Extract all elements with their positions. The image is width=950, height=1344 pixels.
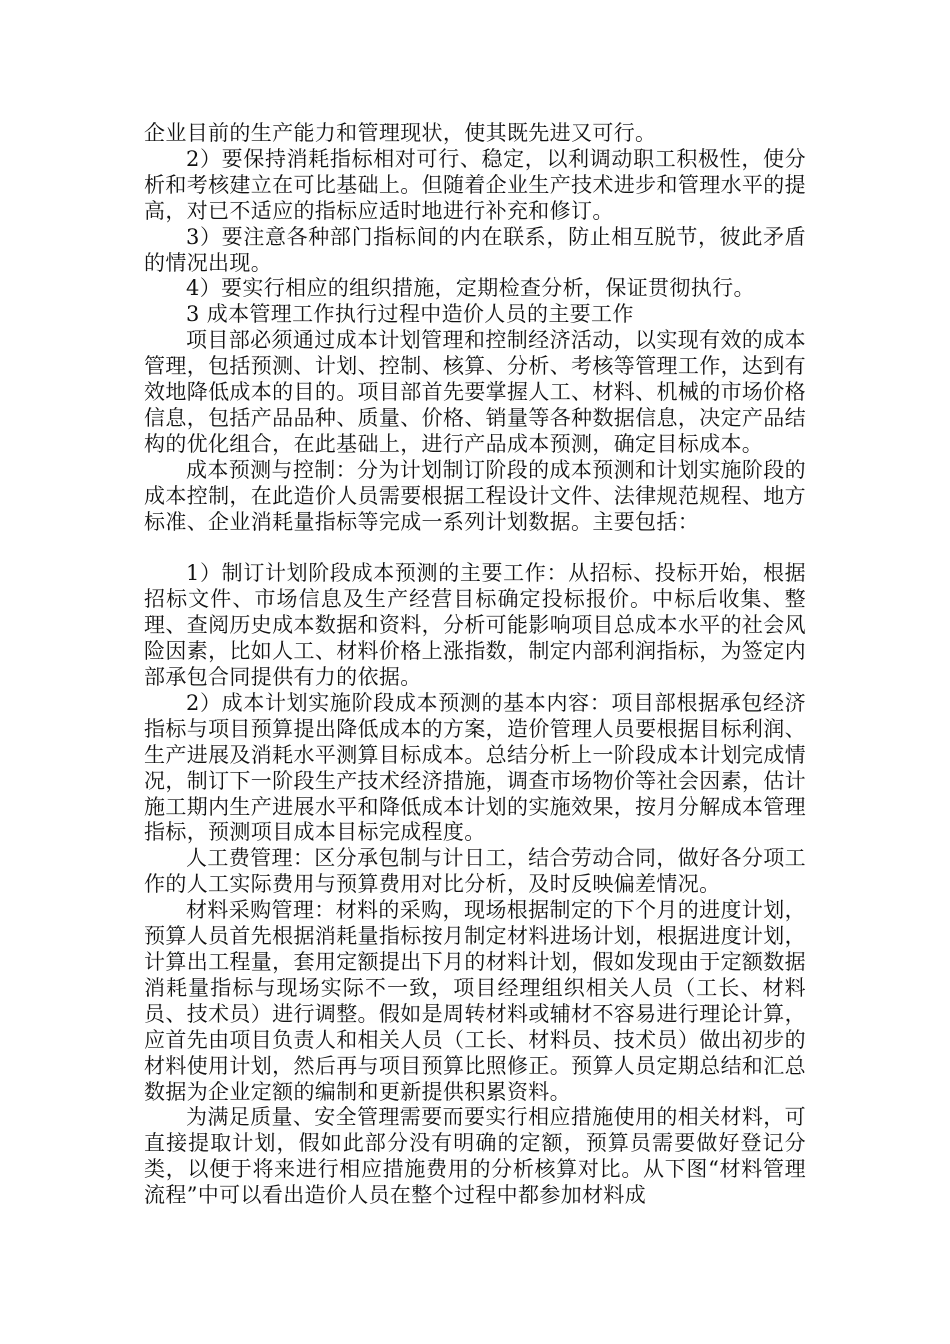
- paragraph-item-2: 2）要保持消耗指标相对可行、稳定，以利调动职工积极性，使分析和考核建立在可比基础上。但随着企业生产技术进步和管理水平的提高，对已不适应的指标应适时地进行补充和修订。: [144, 146, 806, 223]
- paragraph-continuation: 企业目前的生产能力和管理现状，使其既先进又可行。: [144, 121, 657, 145]
- paragraph-material-procurement: 材料采购管理：材料的采购，现场根据制定的下个月的进度计划，预算人员首先根据消耗量指标按月制定材料进场计划，根据进度计划，计算出工程量，套用定额提出下月的材料计划，假如发现由于定额数据消耗量指标与现场实际不一致，项目经理组织相关人员（工长、材料员、技术员）进行调整。假如是周转材料或辅材不容易进行理论计算，应首先由项目负责人和相关人员（工长、材料员、技术员）做出初步的材料使用计划，然后再与项目预算比照修正。预算人员定期总结和汇总数据为企业定额的编制和更新提供积累资料。: [144, 898, 806, 1104]
- paragraph-labor-cost: 人工费管理：区分承包制与计日工，结合劳动合同，做好各分项工作的人工实际费用与预算费用对比分析，及时反映偏差情况。: [144, 846, 806, 897]
- paragraph-item-3: 3）要注意各种部门指标间的内在联系，防止相互脱节，彼此矛盾的情况出现。: [144, 224, 806, 275]
- paragraph-project-cost-management: 项目部必须通过成本计划管理和控制经济活动，以实现有效的成本管理，包括预测、计划、控制、核算、分析、考核等管理工作，达到有效地降低成本的目的。项目部首先要掌握人工、材料、机械的市场价格信息，包括产品品种、质量、价格、销量等各种数据信息，决定产品结构的优化组合，在此基础上，进行产品成本预测，确定目标成本。: [144, 328, 806, 456]
- paragraph-quality-safety-materials: 为满足质量、安全管理需要而要实行相应措施使用的相关材料，可直接提取计划，假如此部分没有明确的定额，预算员需要做好登记分类，以便于将来进行相应措施费用的分析核算对比。从下图“材料管理流程”中可以看出造价人员在整个过程中都参加材料成: [144, 1105, 806, 1208]
- blank-line: [144, 536, 806, 562]
- paragraph-cost-forecast-control: 成本预测与控制：分为计划制订阶段的成本预测和计划实施阶段的成本控制，在此造价人员需要根据工程设计文件、法律规范规程、地方标准、企业消耗量指标等完成一系列计划数据。主要包括：: [144, 457, 806, 534]
- paragraph-planning-stage: 1）制订计划阶段成本预测的主要工作：从招标、投标开始，根据招标文件、市场信息及生产经营目标确定投标报价。中标后收集、整理、查阅历史成本数据和资料，分析可能影响项目总成本水平的社会风险因素，比如人工、材料价格上涨指数，制定内部利润指标，为签定内部承包合同提供有力的依据。: [144, 561, 806, 690]
- document-page: [144, 121, 806, 1209]
- paragraph-implementation-stage: 2）成本计划实施阶段成本预测的基本内容：项目部根据承包经济指标与项目预算提出降低成本的方案，造价管理人员要根据目标利润、生产进展及消耗水平测算目标成本。总结分析上一阶段成本计划完成情况，制订下一阶段生产技术经济措施，调查市场物价等社会因素，估计施工期内生产进展水平和降低成本计划的实施效果，按月分解成本管理指标，预测项目成本目标完成程度。: [144, 690, 806, 845]
- section-heading: 3 成本管理工作执行过程中造价人员的主要工作: [186, 302, 634, 327]
- paragraph-item-4: 4）要实行相应的组织措施，定期检查分析，保证贯彻执行。: [186, 276, 755, 301]
